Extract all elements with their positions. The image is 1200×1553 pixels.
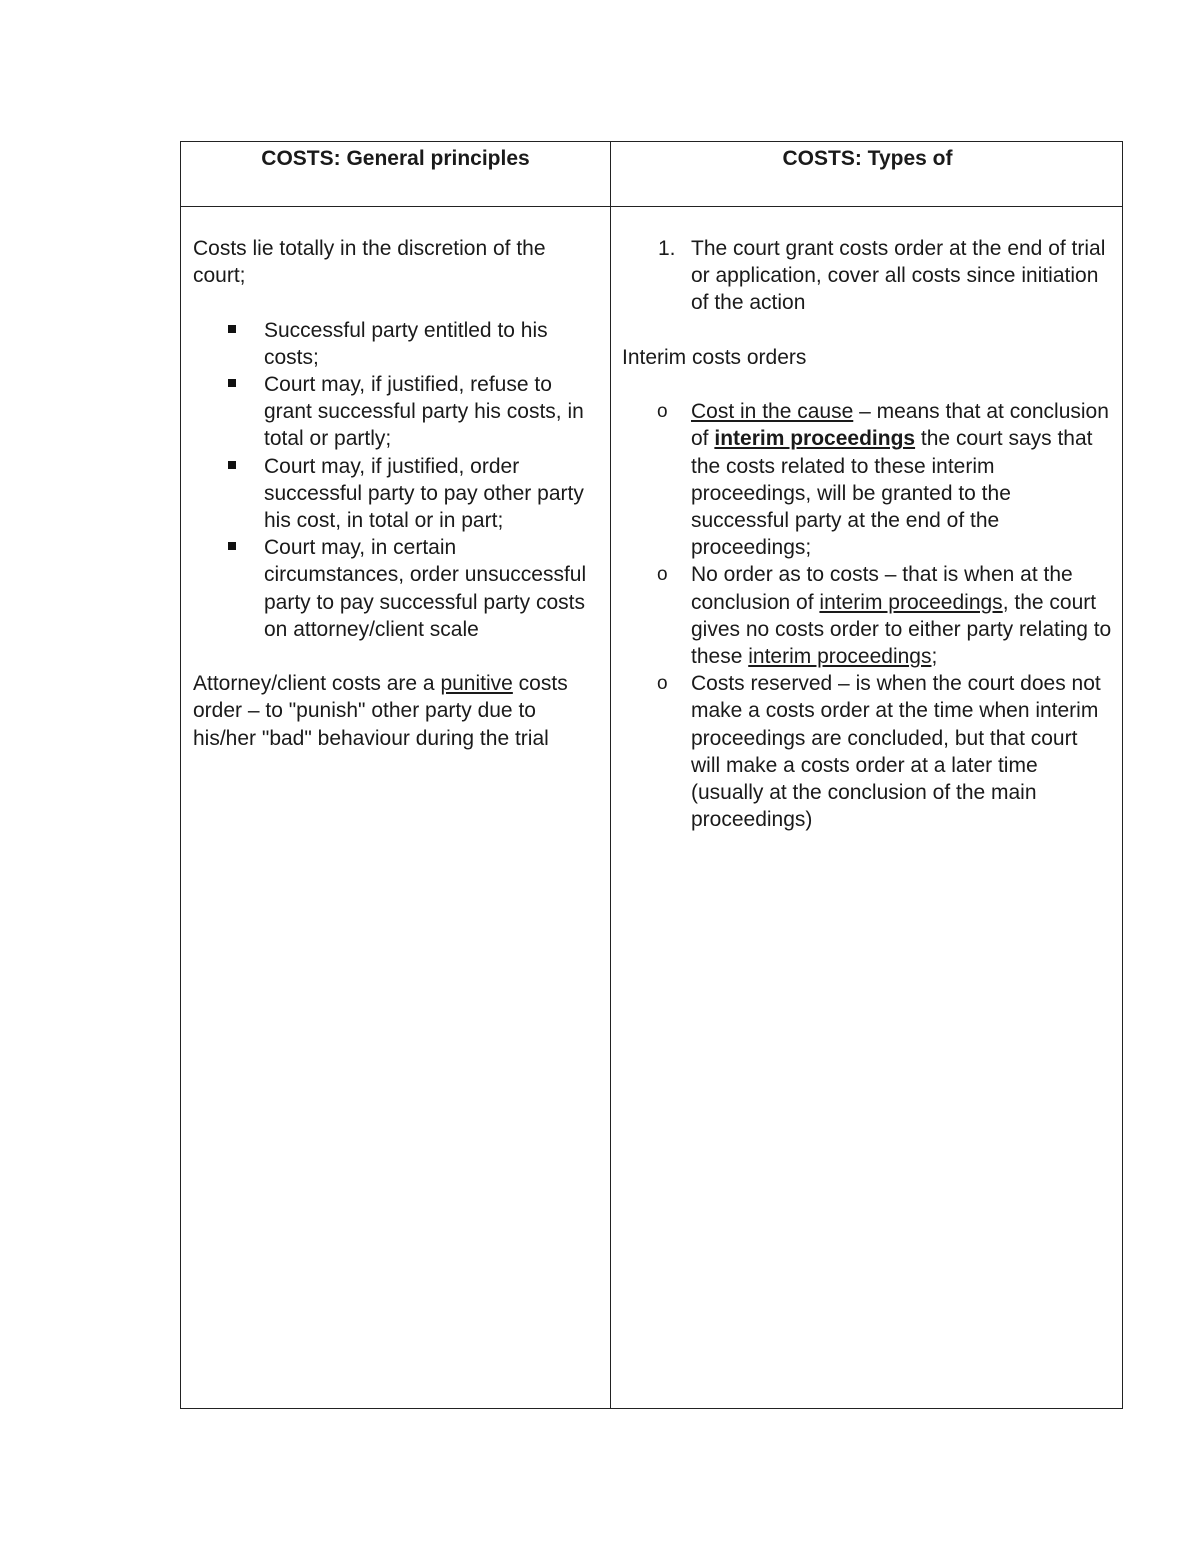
costs-table [180,141,1123,1409]
list-item: Court may, if justified, refuse to grant successful party his costs, in total or partly; [264,371,598,453]
interim-orders-list [622,398,1112,833]
header-divider [181,206,1122,207]
list-item: o Costs reserved – is when the court does not make a costs order at the time when interim proceedings are concluded, but that court will make a costs order at a later time (usually at the conclusion of the main proceedings) [657,672,1101,832]
list-item: Court may, in certain circumstances, order unsuccessful party to pay successful party costs on attorney/client scale [264,534,598,643]
intro-paragraph: Costs lie totally in the discretion of the court; [193,237,546,288]
header-types-of: COSTS: Types of [782,147,953,170]
right-column [622,235,1112,833]
column-divider [610,142,611,1408]
list-item: Successful party entitled to his costs; [264,317,598,371]
underlined-term: Cost in the cause [691,400,854,424]
principles-list [193,317,598,643]
interim-costs-heading: Interim costs orders [622,345,807,369]
underlined-term: interim proceedings [819,590,1003,614]
underlined-term: punitive [440,672,513,696]
list-item: o No order as to costs – that is when at the conclusion of interim proceedings, the court gives no costs order to either party relating to these interim proceedings; [657,563,1112,669]
circle-bullet-icon: o [657,401,668,423]
list-item: 1. The court grant costs order at the end of trial or application, cover all costs since initiation of the action [658,237,1106,315]
types-numbered-list [622,235,1112,317]
bold-underlined-term: interim proceedings [714,427,916,451]
punitive-costs-paragraph: Attorney/client costs are a punitive costs order – to "punish" other party due to his/her "bad" behaviour during the trial [193,672,568,750]
circle-bullet-icon: o [657,673,668,695]
square-bullet-icon [228,542,236,550]
square-bullet-icon [228,461,236,469]
square-bullet-icon [228,325,236,333]
header-general-principles: COSTS: General principles [261,147,530,170]
underlined-term: interim proceedings [748,645,932,669]
list-item: Court may, if justified, order successful party to pay other party his cost, in total or in part; [264,453,598,535]
left-column [193,235,598,752]
list-number: 1. [658,237,676,260]
list-item: o Cost in the cause – means that at conclusion of interim proceedings the court says that the costs related to these interim proceedings, will be granted to the successful party at the end of the proceedings; [657,400,1109,560]
circle-bullet-icon: o [657,564,668,586]
square-bullet-icon [228,379,236,387]
